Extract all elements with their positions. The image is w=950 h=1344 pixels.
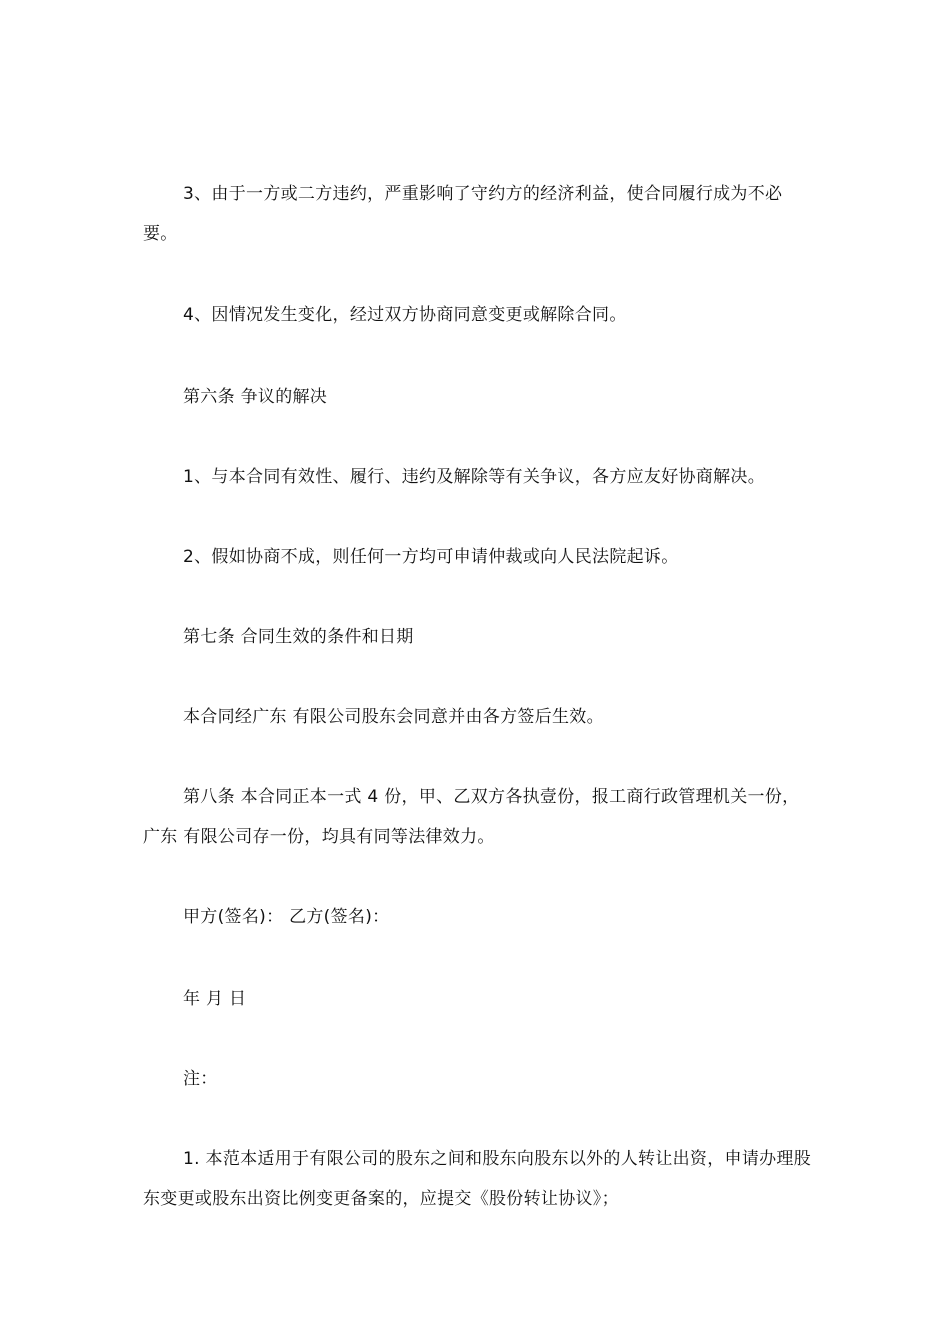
- signature-line: 甲方(签名)： 乙方(签名)：: [183, 907, 390, 927]
- note-heading: 注：: [183, 1069, 218, 1089]
- effectiveness-paragraph: 本合同经广东 有限公司股东会同意并由各方签后生效。: [183, 707, 604, 727]
- dispute-item-2: 2、假如协商不成，则任何一方均可申请仲裁或向人民法院起诉。: [183, 547, 679, 567]
- note-item-1: 1. 本范本适用于有限公司的股东之间和股东向股东以外的人转让出资，申请办理股东变更或股东出资比例变更备案的，应提交《股份转让协议》；: [143, 1149, 812, 1209]
- article-7-heading: 第七条 合同生效的条件和日期: [183, 627, 414, 647]
- clause-termination-item-3: 3、由于一方或二方违约，严重影响了守约方的经济利益，使合同履行成为不必要。: [143, 184, 783, 244]
- article-6-heading: 第六条 争议的解决: [183, 387, 328, 407]
- article-8-paragraph: 第八条 本合同正本一式 4 份，甲、乙双方各执壹份，报工商行政管理机关一份，广东 有限公司存一份，均具有同等法律效力。: [143, 787, 800, 847]
- dispute-item-1: 1、与本合同有效性、履行、违约及解除等有关争议，各方应友好协商解决。: [183, 467, 766, 487]
- clause-termination-item-4: 4、因情况发生变化，经过双方协商同意变更或解除合同。: [183, 305, 627, 325]
- date-line: 年 月 日: [183, 989, 247, 1009]
